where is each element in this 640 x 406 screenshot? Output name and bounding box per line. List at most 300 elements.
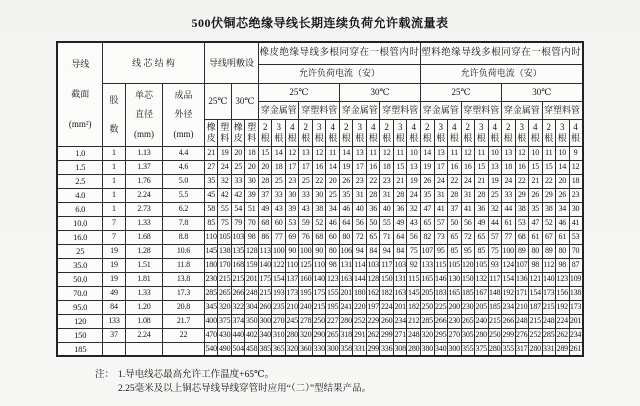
table-cell: 201 — [245, 272, 259, 286]
table-cell: 265 — [461, 314, 475, 328]
table-cell: 201 — [393, 300, 407, 314]
table-cell: 49 — [475, 216, 489, 230]
table-cell: 107 — [515, 258, 529, 272]
row-section-value: 25 — [57, 244, 102, 258]
col-header-4-wires: 4 根 — [326, 119, 340, 146]
table-row — [57, 272, 582, 286]
col-header-4-wires: 4 根 — [488, 119, 502, 146]
table-cell: 278 — [299, 314, 313, 328]
table-cell: 197 — [366, 300, 380, 314]
table-cell: 90 — [312, 244, 326, 258]
table-cell: 19 — [407, 174, 421, 188]
table-cell: 25 — [488, 188, 502, 202]
table-cell: 163 — [339, 272, 353, 286]
table-cell: 113 — [258, 244, 272, 258]
table-cell: 20 — [326, 174, 340, 188]
table-cell: 234 — [569, 328, 583, 342]
table-cell: 27 — [204, 160, 218, 174]
table-row — [57, 244, 582, 258]
table-cell: 80 — [556, 244, 570, 258]
table-cell: 210 — [515, 300, 529, 314]
table-cell: 36 — [475, 202, 489, 216]
table-cell: 14 — [421, 146, 435, 160]
table-cell: 43 — [407, 216, 421, 230]
table-cell: 15 — [393, 160, 407, 174]
table-cell: 1.68 — [125, 230, 162, 244]
table-cell: 80 — [529, 244, 543, 258]
table-cell: 26 — [421, 174, 435, 188]
table-cell: 320 — [285, 342, 299, 356]
row-section-value: 50.0 — [57, 272, 102, 286]
table-cell: 318 — [339, 328, 353, 342]
table-cell: 168 — [231, 258, 245, 272]
table-cell: 270 — [272, 314, 286, 328]
table-cell: 50 — [366, 216, 380, 230]
table-cell: 154 — [502, 272, 516, 286]
table-cell: 300 — [258, 314, 272, 328]
table-row — [57, 160, 582, 174]
table-row — [57, 286, 582, 300]
table-cell: 35 — [204, 174, 218, 188]
table-cell: 289 — [556, 342, 570, 356]
table-cell: 36 — [393, 202, 407, 216]
table-cell: 320 — [299, 328, 313, 342]
table-cell: 22 — [542, 174, 556, 188]
table-cell: 30 — [312, 188, 326, 202]
table-cell: 44 — [502, 202, 516, 216]
table-cell: 266 — [231, 286, 245, 300]
table-cell: 290 — [312, 328, 326, 342]
table-cell: 75 — [488, 244, 502, 258]
table-cell: 331 — [353, 342, 367, 356]
table-cell: 135 — [231, 244, 245, 258]
table-cell: 26 — [556, 188, 570, 202]
table-cell: 131 — [339, 258, 353, 272]
row-section-value: 6.0 — [57, 202, 102, 216]
table-cell: 20 — [231, 146, 245, 160]
table-cell: 266 — [434, 314, 448, 328]
table-cell: 53 — [569, 230, 583, 244]
table-cell: 51 — [245, 202, 259, 216]
table-cell: 148 — [488, 286, 502, 300]
table-cell: 24 — [434, 174, 448, 188]
table-cell: 55 — [218, 202, 232, 216]
col-header-plastic-pipe: 穿塑料管 — [380, 101, 421, 119]
table-cell: 10 — [488, 146, 502, 160]
table-cell: 38 — [515, 202, 529, 216]
table-cell: 295 — [434, 328, 448, 342]
row-section-value: 120 — [57, 314, 102, 328]
table-cell: 215 — [488, 314, 502, 328]
table-cell: 133 — [421, 258, 435, 272]
table-cell: 159 — [245, 258, 259, 272]
table-cell: 350 — [245, 314, 259, 328]
table-cell: 35 — [339, 188, 353, 202]
table-cell: 32 — [218, 174, 232, 188]
table-cell: 1.13 — [125, 146, 162, 160]
table-cell: 56 — [407, 230, 421, 244]
table-cell: 2.24 — [125, 188, 162, 202]
table-cell: 131 — [393, 272, 407, 286]
table-cell: 137 — [285, 272, 299, 286]
table-cell: 75 — [407, 244, 421, 258]
table-cell: 1.33 — [125, 286, 162, 300]
table-cell: 23 — [353, 174, 367, 188]
table-cell: 40 — [380, 202, 394, 216]
strands-line: 股 — [109, 94, 119, 105]
row-section-value: 150 — [57, 328, 102, 342]
col-header-4-wires: 4 根 — [448, 119, 462, 146]
table-row — [57, 202, 582, 216]
table-cell: 215 — [312, 300, 326, 314]
row-section-value: 16.0 — [57, 230, 102, 244]
table-cell: 12 — [312, 146, 326, 160]
col-header-2-wires: 2 根 — [339, 119, 353, 146]
table-cell: 182 — [380, 286, 394, 300]
table-cell: 1 — [102, 146, 125, 160]
finished-od-line: (mm) — [173, 128, 194, 139]
table-cell: 10 — [529, 146, 543, 160]
table-cell: 227 — [326, 314, 340, 328]
row-section-value: 95.0 — [57, 300, 102, 314]
table-header — [57, 42, 582, 146]
table-cell: 4.6 — [162, 160, 204, 174]
table-cell: 19 — [102, 258, 125, 272]
table-cell: 182 — [407, 300, 421, 314]
table-cell: 136 — [515, 272, 529, 286]
table-cell: 38 — [312, 202, 326, 216]
table-cell: 180 — [353, 286, 367, 300]
table-cell: 15 — [529, 160, 543, 174]
table-cell: 13 — [434, 146, 448, 160]
table-cell: 72 — [353, 230, 367, 244]
table-cell: 23 — [569, 188, 583, 202]
table-cell: 210 — [285, 300, 299, 314]
table-cell: 250 — [488, 328, 502, 342]
table-cell: 52 — [312, 216, 326, 230]
notes — [95, 368, 640, 397]
col-header-rubber-30c: 30℃ — [339, 83, 420, 101]
col-header-plastic-group: 塑料绝缘导线多根同穿在一根管内时 — [421, 42, 583, 64]
table-cell: 224 — [380, 300, 394, 314]
table-cell — [162, 342, 204, 356]
table-cell: 215 — [542, 300, 556, 314]
col-header-plastic-material: 塑 料 — [245, 119, 259, 146]
table-cell: 105 — [475, 258, 489, 272]
table-cell: 470 — [204, 328, 218, 342]
table-cell: 73 — [434, 230, 448, 244]
table-cell: 20.8 — [162, 300, 204, 314]
table-cell: 133 — [102, 314, 125, 328]
table-cell: 65 — [366, 230, 380, 244]
table-cell: 43 — [299, 202, 313, 216]
table-cell: 145 — [407, 286, 421, 300]
table-cell: 155 — [326, 286, 340, 300]
table-cell: 103 — [393, 258, 407, 272]
table-cell: 20 — [556, 174, 570, 188]
table-row — [57, 188, 582, 202]
table-cell: 140 — [542, 272, 556, 286]
table-cell: 56 — [353, 216, 367, 230]
col-header-plastic-pipe: 穿塑料管 — [461, 101, 502, 119]
table-cell: 110 — [312, 258, 326, 272]
table-cell: 31 — [434, 188, 448, 202]
table-cell: 77 — [502, 230, 516, 244]
table-cell: 65 — [421, 216, 435, 230]
table-cell: 185 — [488, 300, 502, 314]
table-cell: 261 — [569, 342, 583, 356]
table-cell: 58 — [204, 202, 218, 216]
table-cell: 26 — [529, 188, 543, 202]
table-cell: 75 — [218, 216, 232, 230]
col-header-4-wires: 4 根 — [529, 119, 543, 146]
table-cell: 10 — [407, 146, 421, 160]
table-cell: 8.8 — [162, 230, 204, 244]
col-header-open-30c: 30℃ — [231, 83, 258, 119]
table-cell: 55 — [380, 216, 394, 230]
table-cell: 67 — [542, 230, 556, 244]
table-cell: 33 — [231, 174, 245, 188]
table-cell: 10.6 — [162, 244, 204, 258]
table-cell: 13.8 — [162, 272, 204, 286]
table-cell: 105 — [448, 258, 462, 272]
table-cell: 23 — [285, 174, 299, 188]
table-cell: 70 — [245, 216, 259, 230]
table-cell: 2.73 — [125, 202, 162, 216]
table-cell: 220 — [353, 300, 367, 314]
table-cell: 4.4 — [162, 146, 204, 160]
table-cell: 65 — [448, 230, 462, 244]
table-cell: 95 — [434, 244, 448, 258]
table-cell: 7.8 — [162, 216, 204, 230]
table-cell: 14 — [272, 146, 286, 160]
table-cell: 16 — [312, 160, 326, 174]
table-cell: 49 — [102, 286, 125, 300]
table-cell: 107 — [421, 244, 435, 258]
row-section-value: 70.0 — [57, 286, 102, 300]
row-section-value: 35.0 — [57, 258, 102, 272]
table-cell: 1.33 — [125, 216, 162, 230]
table-cell: 47 — [421, 202, 435, 216]
table-cell: 11 — [393, 146, 407, 160]
table-cell: 72 — [461, 230, 475, 244]
table-cell: 322 — [231, 300, 245, 314]
table-cell: 70 — [569, 244, 583, 258]
table-cell: 24 — [218, 160, 232, 174]
table-cell: 114 — [353, 258, 367, 272]
table-cell: 1 — [102, 160, 125, 174]
table-cell: 248 — [245, 286, 259, 300]
table-cell: 109 — [569, 272, 583, 286]
table-cell: 124 — [502, 258, 516, 272]
table-cell: 235 — [272, 300, 286, 314]
table-cell: 120 — [461, 258, 475, 272]
table-cell: 13 — [502, 146, 516, 160]
table-cell: 173 — [285, 286, 299, 300]
table-cell: 201 — [339, 286, 353, 300]
table-cell: 299 — [366, 342, 380, 356]
table-cell: 65 — [475, 230, 489, 244]
col-header-allowed-current-rubber: 允许负荷电流（安） — [258, 64, 420, 83]
table-cell: 28 — [393, 188, 407, 202]
table-cell: 49 — [258, 202, 272, 216]
table-cell: 17 — [299, 160, 313, 174]
table-cell: 252 — [353, 314, 367, 328]
table-cell: 15 — [542, 160, 556, 174]
table-cell: 173 — [542, 286, 556, 300]
table-cell: 61 — [502, 216, 516, 230]
table-cell: 1.37 — [125, 160, 162, 174]
table-cell: 68 — [258, 216, 272, 230]
table-cell: 16 — [515, 160, 529, 174]
table-cell: 171 — [515, 286, 529, 300]
table-cell: 215 — [529, 314, 543, 328]
table-cell: 280 — [407, 342, 421, 356]
table-cell: 20 — [258, 160, 272, 174]
col-header-3-wires: 3 根 — [475, 119, 489, 146]
table-cell: 35 — [529, 202, 543, 216]
table-cell: 123 — [556, 272, 570, 286]
table-cell: 36 — [366, 202, 380, 216]
table-cell: 280 — [529, 342, 543, 356]
table-cell: 28 — [448, 188, 462, 202]
table-cell: 92 — [407, 258, 421, 272]
table-cell: 230 — [461, 300, 475, 314]
table-cell: 115 — [407, 272, 421, 286]
table-cell: 1.20 — [125, 300, 162, 314]
table-cell: 266 — [502, 314, 516, 328]
table-cell: 13 — [353, 146, 367, 160]
table-cell: 61 — [529, 230, 543, 244]
table-cell: 355 — [461, 342, 475, 356]
table-cell: 57 — [488, 230, 502, 244]
row-section-value: 1.5 — [57, 160, 102, 174]
table-cell: 285 — [421, 314, 435, 328]
table-cell: 540 — [204, 342, 218, 356]
table-cell: 37 — [102, 328, 125, 342]
table-cell: 57 — [434, 216, 448, 230]
table-cell: 32 — [488, 202, 502, 216]
col-header-metal-pipe: 穿金属管 — [258, 101, 299, 119]
table-cell: 132 — [475, 272, 489, 286]
table-cell: 14 — [339, 146, 353, 160]
table-cell: 31 — [461, 188, 475, 202]
table-cell: 358 — [339, 342, 353, 356]
table-cell: 98 — [529, 258, 543, 272]
table-cell: 16 — [366, 160, 380, 174]
table-row — [57, 174, 582, 188]
row-section-value: 1.0 — [57, 146, 102, 160]
table-cell: 38 — [542, 202, 556, 216]
table-cell: 22 — [162, 328, 204, 342]
table-cell: 39 — [245, 188, 259, 202]
table-cell: 1.28 — [125, 244, 162, 258]
table-cell: 234 — [393, 314, 407, 328]
table-cell: 42 — [231, 188, 245, 202]
table-cell: 25 — [299, 174, 313, 188]
table-row — [57, 300, 582, 314]
table-cell: 128 — [245, 244, 259, 258]
table-cell: 40 — [353, 202, 367, 216]
table-cell: 310 — [272, 328, 286, 342]
table-cell: 53 — [285, 216, 299, 230]
col-header-rubber-material: 橡 皮 — [231, 119, 245, 146]
table-cell: 380 — [421, 342, 435, 356]
table-cell: 6.2 — [162, 202, 204, 216]
table-cell: 300 — [448, 342, 462, 356]
finished-od-line: 成品 — [174, 89, 193, 100]
table-cell: 224 — [556, 314, 570, 328]
table-cell: 19 — [102, 244, 125, 258]
table-cell: 98 — [556, 258, 570, 272]
table-cell: 39 — [285, 202, 299, 216]
table-cell: 265 — [326, 328, 340, 342]
table-cell: 215 — [218, 272, 232, 286]
table-cell: 170 — [218, 258, 232, 272]
table-cell: 270 — [448, 328, 462, 342]
table-cell: 299 — [380, 328, 394, 342]
table-cell: 23 — [380, 174, 394, 188]
table-cell: 21 — [529, 174, 543, 188]
table-cell: 19 — [102, 272, 125, 286]
table-cell: 180 — [204, 258, 218, 272]
table-cell: 262 — [366, 328, 380, 342]
col-header-2-wires: 2 根 — [542, 119, 556, 146]
table-cell: 15 — [475, 160, 489, 174]
note-label: 注： — [95, 370, 115, 380]
table-cell: 12 — [285, 146, 299, 160]
col-header-3-wires: 3 根 — [515, 119, 529, 146]
table-cell: 21 — [204, 146, 218, 160]
table-cell: 163 — [393, 286, 407, 300]
table-cell: 17 — [434, 160, 448, 174]
table-cell: 490 — [218, 342, 232, 356]
table-cell: 1.81 — [125, 272, 162, 286]
table-cell: 45 — [204, 188, 218, 202]
table-cell: 59 — [299, 216, 313, 230]
table-cell: 183 — [434, 286, 448, 300]
table-cell: 98 — [245, 230, 259, 244]
table-cell: 64 — [339, 216, 353, 230]
table-cell: 31 — [353, 188, 367, 202]
table-cell: 68 — [515, 230, 529, 244]
table-cell: 13 — [488, 160, 502, 174]
table-cell: 402 — [245, 328, 259, 342]
table-cell: 375 — [218, 314, 232, 328]
table-cell: 22 — [448, 174, 462, 188]
col-header-metal-pipe: 穿金属管 — [421, 101, 462, 119]
col-header-rubber-material: 橡 皮 — [204, 119, 218, 146]
table-cell: 165 — [421, 272, 435, 286]
table-cell: 308 — [393, 342, 407, 356]
table-cell: 175 — [258, 272, 272, 286]
table-cell: 84 — [393, 244, 407, 258]
table-cell: 12 — [515, 146, 529, 160]
table-cell: 11.8 — [162, 258, 204, 272]
table-cell: 10 — [556, 146, 570, 160]
table-cell: 53 — [515, 216, 529, 230]
table-cell: 11 — [326, 146, 340, 160]
table-cell: 24 — [407, 188, 421, 202]
table-cell: 11 — [475, 146, 489, 160]
table-cell: 250 — [421, 300, 435, 314]
table-cell: 193 — [272, 286, 286, 300]
row-section-value: 4.0 — [57, 188, 102, 202]
table-cell: 365 — [272, 342, 286, 356]
table-cell: 1 — [102, 174, 125, 188]
table-cell: 12 — [380, 146, 394, 160]
core-diameter-line: (mm) — [133, 128, 154, 139]
